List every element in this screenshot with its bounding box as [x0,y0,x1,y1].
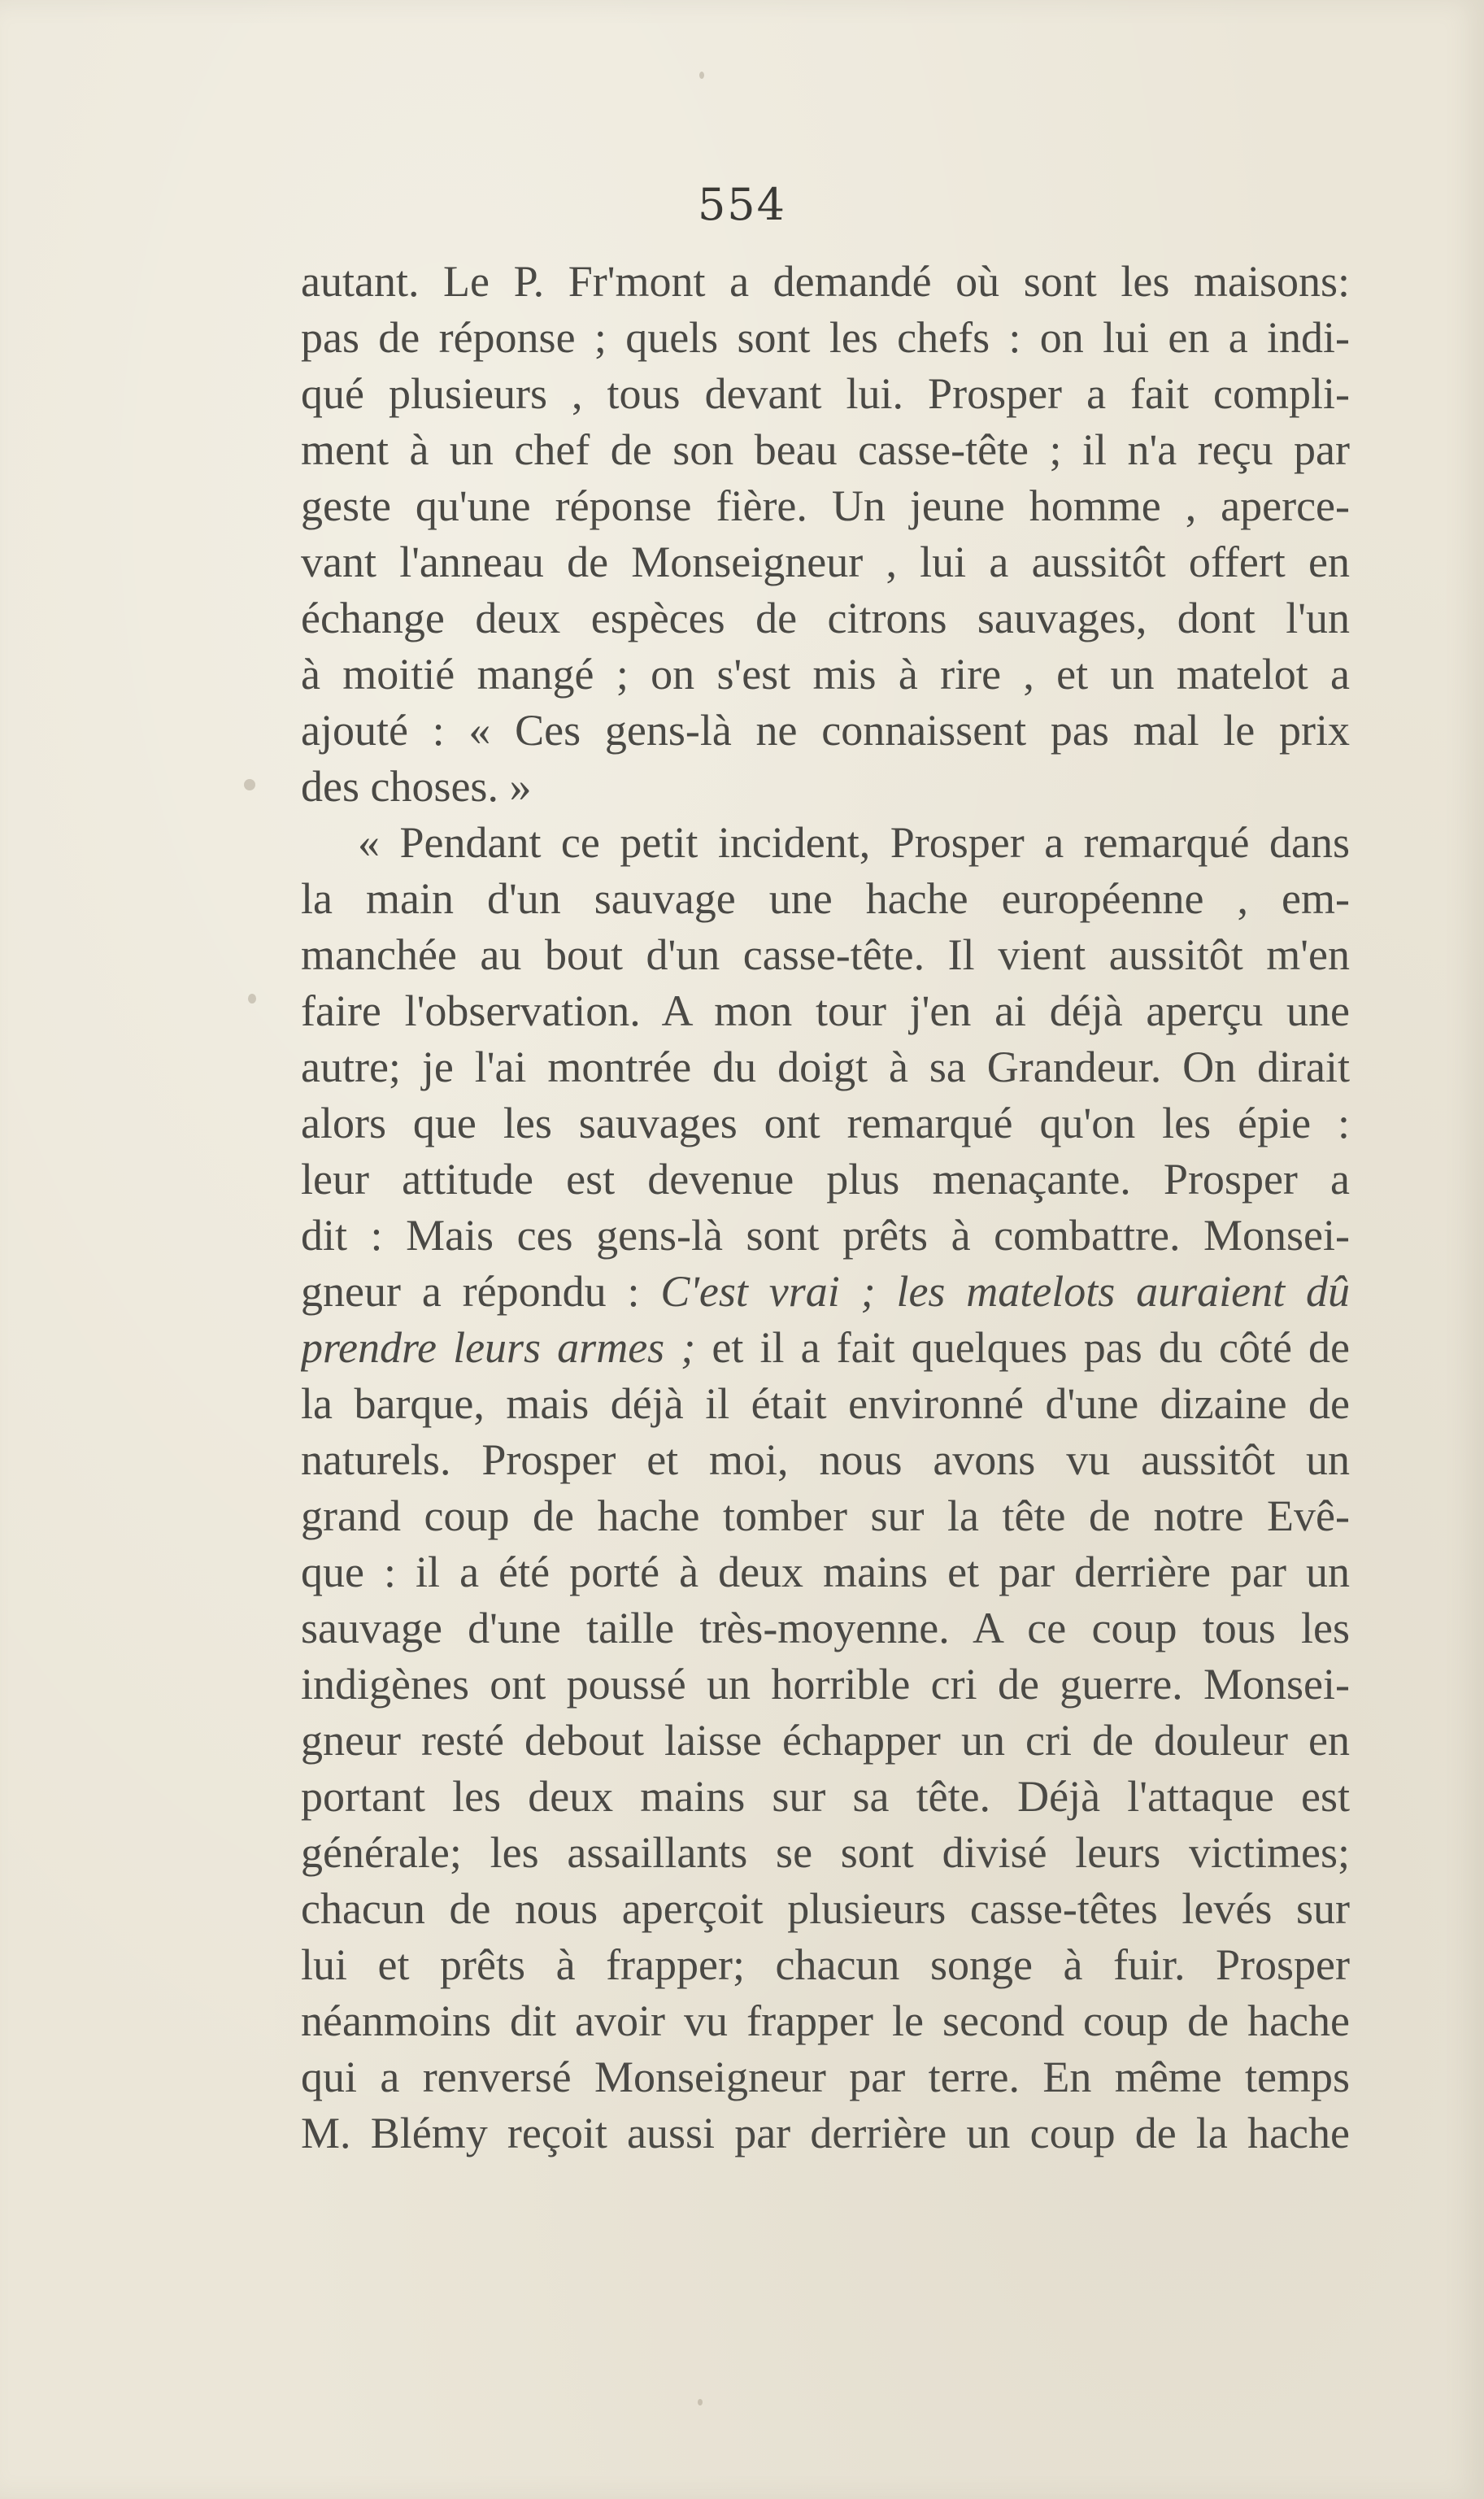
paper-speck [248,994,256,1004]
text-line: grand coup de hache tomber sur la tête de notre Evê- [301,1491,1350,1540]
text-line: leur attitude est devenue plus menaçante. Prosper a [301,1155,1350,1204]
text-line: geste qu'une réponse fière. Un jeune homme , aperce- [301,481,1350,530]
text-line: autant. Le P. Fr'mont a demandé où sont les maisons: [301,257,1350,306]
text-line: dit : Mais ces gens-là sont prêts à combattre. Monsei- [301,1211,1350,1260]
text-line: ajouté : « Ces gens-là ne connaissent pas mal le prix [301,706,1350,755]
text-line: M. Blémy reçoit aussi par derrière un coup de la hache [301,2109,1350,2157]
paper-speck [698,2399,703,2405]
paper-speck [244,779,255,790]
text-line: manchée au bout d'un casse-tête. Il vient aussitôt m'en [301,930,1350,979]
text-line [301,1320,1350,1376]
text-line: échange deux espèces de citrons sauvages, dont l'un [301,594,1350,642]
text-line: la main d'un sauvage une hache européenne , em- [301,874,1350,923]
text-line: néanmoins dit avoir vu frapper le second coup de hache [301,1996,1350,2045]
body-text [301,254,1350,2162]
text-line: la barque, mais déjà il était environné d'une dizaine de [301,1379,1350,1428]
text-line: indigènes ont poussé un horrible cri de guerre. Monsei- [301,1660,1350,1709]
text-line: sauvage d'une taille très-moyenne. A ce coup tous les [301,1604,1350,1652]
text-line: ment à un chef de son beau casse-tête ; il n'a reçu par [301,425,1350,474]
text-line: vant l'anneau de Monseigneur , lui a aussitôt offert en [301,538,1350,586]
italic-quote: C'est vrai ; les matelots auraient dû [660,1267,1350,1316]
text-line: que : il a été porté à deux mains et par derrière par un [301,1548,1350,1596]
text-line: à moitié mangé ; on s'est mis à rire , et un matelot a [301,650,1350,699]
text-line: « Pendant ce petit incident, Prosper a remarqué dans [358,818,1350,867]
text-line: générale; les assaillants se sont divisé leurs victimes; [301,1828,1350,1877]
text-line: chacun de nous aperçoit plusieurs casse-têtes levés sur [301,1884,1350,1933]
page-number: 554 [697,179,787,230]
paper-speck [699,72,704,79]
text-segment: gneur a répondu : [301,1267,640,1316]
italic-quote: prendre leurs armes ; [301,1323,696,1372]
text-line: pas de réponse ; quels sont les chefs : on lui en a indi- [301,313,1350,362]
text-line: naturels. Prosper et moi, nous avons vu aussitôt un [301,1435,1350,1484]
text-line: portant les deux mains sur sa tête. Déjà l'attaque est [301,1772,1350,1821]
text-segment: et il a fait quelques pas du côté de [712,1323,1350,1372]
text-line: faire l'observation. A mon tour j'en ai déjà aperçu une [301,986,1350,1035]
text-line: lui et prêts à frapper; chacun songe à fuir. Prosper [301,1940,1350,1989]
text-line: des choses. » [301,762,532,811]
text-line: qué plusieurs , tous devant lui. Prosper a fait compli- [301,369,1350,418]
text-line: qui a renversé Monseigneur par terre. En même temps [301,2053,1350,2101]
text-line [301,1264,1350,1320]
text-line: gneur resté debout laisse échapper un cri de douleur en [301,1716,1350,1765]
text-line: alors que les sauvages ont remarqué qu'on les épie : [301,1099,1350,1147]
text-line: autre; je l'ai montrée du doigt à sa Grandeur. On dirait [301,1043,1350,1091]
